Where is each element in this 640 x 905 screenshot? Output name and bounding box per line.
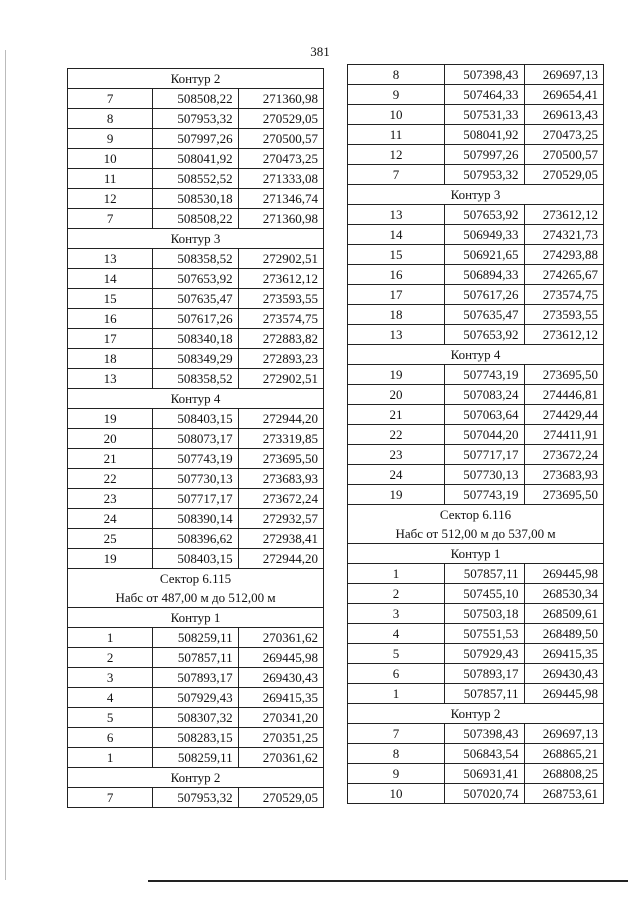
coordinate-x: 507398,43 [445,65,525,85]
contour-header-row [68,389,324,409]
coordinate-y: 270529,05 [238,788,323,808]
coordinate-y: 274293,88 [524,245,604,265]
coordinate-y: 272938,41 [238,529,323,549]
point-number: 20 [68,429,153,449]
coordinate-y: 273593,55 [238,289,323,309]
coordinate-x: 508307,32 [153,708,238,728]
coordinate-y: 270473,25 [238,149,323,169]
point-number: 22 [348,425,445,445]
table-row [68,469,324,489]
coordinate-y: 270500,57 [238,129,323,149]
point-number: 21 [68,449,153,469]
coordinate-y: 274265,67 [524,265,604,285]
table-row [348,664,604,684]
table-row [348,744,604,764]
coordinate-x: 508358,52 [153,369,238,389]
table-row [68,149,324,169]
point-number: 7 [348,165,445,185]
table-row [68,748,324,768]
coordinate-y: 269415,35 [238,688,323,708]
coordinate-y: 269613,43 [524,105,604,125]
point-number: 24 [68,509,153,529]
table-row [68,509,324,529]
coordinate-y: 269697,13 [524,65,604,85]
coordinate-x: 507953,32 [153,109,238,129]
point-number: 8 [348,65,445,85]
point-number: 14 [68,269,153,289]
point-number: 13 [348,205,445,225]
table-row [348,405,604,425]
point-number: 16 [68,309,153,329]
point-number: 2 [68,648,153,668]
point-number: 20 [348,385,445,405]
point-number: 21 [348,405,445,425]
point-number: 10 [68,149,153,169]
sector-header [68,569,324,608]
coordinate-x: 508041,92 [445,125,525,145]
table-row [348,385,604,405]
table-row [68,169,324,189]
page-number: 381 [310,44,330,59]
table-row [348,465,604,485]
sector-title: Сектор 6.116 [439,507,512,522]
sector-height-range: Набс от 487,00 м до 512,00 м [115,590,276,605]
point-number: 19 [68,409,153,429]
coordinate-x: 507743,19 [153,449,238,469]
table-row [68,369,324,389]
coordinate-x: 507929,43 [445,644,525,664]
point-number: 7 [68,209,153,229]
point-number: 10 [348,784,445,804]
coordinate-x: 507653,92 [445,205,525,225]
coordinate-x: 507929,43 [153,688,238,708]
table-row [348,325,604,345]
point-number: 9 [348,764,445,784]
coordinate-x: 507743,19 [445,365,525,385]
point-number: 7 [68,788,153,808]
point-number: 25 [68,529,153,549]
coordinate-y: 270500,57 [524,145,604,165]
point-number: 2 [348,584,445,604]
contour-header-row [68,768,324,788]
coordinate-y: 273612,12 [524,205,604,225]
sector-height-range: Набс от 512,00 м до 537,00 м [395,526,556,541]
coordinate-x: 508508,22 [153,209,238,229]
coordinate-x: 507653,92 [153,269,238,289]
coordinate-x: 507617,26 [445,285,525,305]
table-row [68,648,324,668]
table-row [348,265,604,285]
point-number: 9 [348,85,445,105]
table-row [348,205,604,225]
contour-header-row [68,608,324,628]
coordinate-x: 507717,17 [153,489,238,509]
coordinate-x: 508349,29 [153,349,238,369]
table-row [348,485,604,505]
coordinate-y: 272883,82 [238,329,323,349]
point-number: 8 [348,744,445,764]
coordinate-x: 507551,53 [445,624,525,644]
table-row [348,365,604,385]
coordinate-y: 272944,20 [238,549,323,569]
point-number: 3 [348,604,445,624]
table-row [348,684,604,704]
coordinate-x: 507857,11 [445,684,525,704]
table-row [348,604,604,624]
coordinate-y: 273612,12 [524,325,604,345]
coordinate-x: 508259,11 [153,748,238,768]
coordinate-x: 508530,18 [153,189,238,209]
table-row [348,145,604,165]
contour-header-row [348,345,604,365]
table-row [68,409,324,429]
table-row [68,329,324,349]
coordinate-y: 273683,93 [238,469,323,489]
coordinate-y: 274411,91 [524,425,604,445]
table-row [348,105,604,125]
table-row [348,125,604,145]
table-row [68,129,324,149]
table-row [68,529,324,549]
coordinate-y: 268865,21 [524,744,604,764]
point-number: 13 [68,249,153,269]
point-number: 19 [348,365,445,385]
coordinate-x: 507953,32 [153,788,238,808]
contour-header-row [68,229,324,249]
coordinate-x: 507653,92 [445,325,525,345]
point-number: 3 [68,668,153,688]
coordinate-y: 273593,55 [524,305,604,325]
table-row [348,65,604,85]
contour-header: Контур 1 [348,544,604,564]
coordinate-x: 508340,18 [153,329,238,349]
coordinate-y: 268509,61 [524,604,604,624]
contour-header: Контур 3 [348,185,604,205]
contour-header-row [348,544,604,564]
point-number: 6 [68,728,153,748]
point-number: 15 [68,289,153,309]
point-number: 1 [348,684,445,704]
table-row [348,784,604,804]
coordinate-x: 507893,17 [445,664,525,684]
point-number: 5 [68,708,153,728]
coordinates-table-left [67,68,324,808]
coordinate-y: 268530,34 [524,584,604,604]
point-number: 18 [348,305,445,325]
coordinate-x: 506931,41 [445,764,525,784]
point-number: 15 [348,245,445,265]
coordinate-x: 506921,65 [445,245,525,265]
coordinate-y: 270351,25 [238,728,323,748]
coordinate-x: 507743,19 [445,485,525,505]
coordinate-y: 273574,75 [524,285,604,305]
coordinate-y: 270473,25 [524,125,604,145]
point-number: 1 [68,748,153,768]
coordinate-x: 507893,17 [153,668,238,688]
coordinate-x: 507063,64 [445,405,525,425]
coordinate-y: 269445,98 [238,648,323,668]
contour-header: Контур 1 [68,608,324,628]
point-number: 24 [348,465,445,485]
sector-header-row [348,505,604,544]
coordinate-y: 269430,43 [238,668,323,688]
coordinate-y: 271333,08 [238,169,323,189]
coordinate-y: 274429,44 [524,405,604,425]
coordinate-y: 268808,25 [524,764,604,784]
coordinate-x: 506843,54 [445,744,525,764]
coordinate-y: 273695,50 [524,485,604,505]
coordinate-y: 270529,05 [524,165,604,185]
coordinate-x: 507730,13 [153,469,238,489]
table-row [348,305,604,325]
coordinate-x: 507398,43 [445,724,525,744]
coordinate-y: 269445,98 [524,684,604,704]
table-row [68,788,324,808]
coordinate-x: 506894,33 [445,265,525,285]
coordinate-x: 507455,10 [445,584,525,604]
coordinate-y: 270361,62 [238,628,323,648]
point-number: 13 [348,325,445,345]
contour-header: Контур 3 [68,229,324,249]
coordinate-y: 273695,50 [238,449,323,469]
coordinate-x: 508358,52 [153,249,238,269]
coordinate-x: 507857,11 [153,648,238,668]
point-number: 16 [348,265,445,285]
coordinate-x: 507531,33 [445,105,525,125]
table-row [348,624,604,644]
point-number: 6 [348,664,445,684]
coordinate-x: 508403,15 [153,549,238,569]
coordinate-x: 507617,26 [153,309,238,329]
table-row [68,249,324,269]
point-number: 22 [68,469,153,489]
point-number: 14 [348,225,445,245]
point-number: 17 [68,329,153,349]
coordinate-x: 507857,11 [445,564,525,584]
point-number: 4 [68,688,153,708]
table-row [68,668,324,688]
coordinate-x: 508041,92 [153,149,238,169]
sector-header [348,505,604,544]
coordinate-y: 272893,23 [238,349,323,369]
table-row [68,89,324,109]
coordinate-y: 273672,24 [238,489,323,509]
coordinate-y: 268489,50 [524,624,604,644]
coordinate-y: 273695,50 [524,365,604,385]
table-row [68,489,324,509]
table-row [68,708,324,728]
coordinate-y: 269654,41 [524,85,604,105]
coordinate-x: 507717,17 [445,445,525,465]
sector-title: Сектор 6.115 [159,571,232,586]
contour-header: Контур 4 [68,389,324,409]
coordinate-x: 508259,11 [153,628,238,648]
coordinate-y: 273672,24 [524,445,604,465]
coordinate-x: 508508,22 [153,89,238,109]
point-number: 8 [68,109,153,129]
contour-header-row [68,69,324,89]
point-number: 1 [68,628,153,648]
point-number: 17 [348,285,445,305]
coordinate-x: 508390,14 [153,509,238,529]
coordinate-y: 269697,13 [524,724,604,744]
table-row [348,225,604,245]
table-row [68,449,324,469]
coordinate-x: 506949,33 [445,225,525,245]
coordinate-x: 507503,18 [445,604,525,624]
coordinate-x: 507635,47 [153,289,238,309]
table-row [68,309,324,329]
point-number: 1 [348,564,445,584]
point-number: 9 [68,129,153,149]
point-number: 11 [348,125,445,145]
point-number: 23 [68,489,153,509]
coordinate-y: 273612,12 [238,269,323,289]
coordinate-y: 271346,74 [238,189,323,209]
contour-header: Контур 2 [68,69,324,89]
coordinate-x: 507997,26 [445,145,525,165]
point-number: 13 [68,369,153,389]
table-row [68,269,324,289]
table-row [68,549,324,569]
table-row [348,644,604,664]
point-number: 5 [348,644,445,664]
coordinate-x: 507464,33 [445,85,525,105]
coordinate-y: 271360,98 [238,209,323,229]
coordinate-x: 508073,17 [153,429,238,449]
contour-header-row [348,185,604,205]
coordinate-y: 269445,98 [524,564,604,584]
coordinate-x: 507997,26 [153,129,238,149]
scan-edge-line [5,50,6,880]
coordinate-y: 270529,05 [238,109,323,129]
table-row [348,245,604,265]
table-row [68,628,324,648]
table-row [68,289,324,309]
table-row [348,564,604,584]
table-row [348,764,604,784]
point-number: 7 [68,89,153,109]
coordinate-y: 270361,62 [238,748,323,768]
coordinate-x: 507020,74 [445,784,525,804]
table-row [348,165,604,185]
coordinate-x: 508552,52 [153,169,238,189]
table-row [68,109,324,129]
table-row [348,724,604,744]
point-number: 12 [348,145,445,165]
coordinate-y: 272944,20 [238,409,323,429]
table-row [348,584,604,604]
coordinate-y: 273574,75 [238,309,323,329]
coordinate-x: 508396,62 [153,529,238,549]
coordinate-y: 269415,35 [524,644,604,664]
coordinate-y: 268753,61 [524,784,604,804]
coordinates-table-right [347,64,604,804]
point-number: 19 [348,485,445,505]
point-number: 23 [348,445,445,465]
table-row [348,85,604,105]
coordinate-y: 272932,57 [238,509,323,529]
point-number: 18 [68,349,153,369]
bottom-rule [148,880,628,882]
coordinate-y: 274446,81 [524,385,604,405]
coordinate-y: 274321,73 [524,225,604,245]
coordinate-x: 507044,20 [445,425,525,445]
coordinate-y: 273319,85 [238,429,323,449]
coordinate-x: 508283,15 [153,728,238,748]
table-row [348,285,604,305]
point-number: 11 [68,169,153,189]
contour-header: Контур 4 [348,345,604,365]
table-row [68,728,324,748]
table-row [68,349,324,369]
coordinate-y: 269430,43 [524,664,604,684]
point-number: 10 [348,105,445,125]
point-number: 12 [68,189,153,209]
point-number: 19 [68,549,153,569]
table-row [68,209,324,229]
table-row [68,189,324,209]
coordinate-y: 271360,98 [238,89,323,109]
table-row [348,425,604,445]
contour-header: Контур 2 [68,768,324,788]
contour-header-row [348,704,604,724]
coordinate-y: 272902,51 [238,369,323,389]
table-row [68,429,324,449]
sector-header-row [68,569,324,608]
coordinate-y: 270341,20 [238,708,323,728]
coordinate-x: 507730,13 [445,465,525,485]
coordinate-y: 273683,93 [524,465,604,485]
contour-header: Контур 2 [348,704,604,724]
coordinate-x: 507635,47 [445,305,525,325]
coordinate-y: 272902,51 [238,249,323,269]
table-row [348,445,604,465]
point-number: 4 [348,624,445,644]
table-row [68,688,324,708]
coordinate-x: 507953,32 [445,165,525,185]
coordinate-x: 507083,24 [445,385,525,405]
point-number: 7 [348,724,445,744]
coordinate-x: 508403,15 [153,409,238,429]
